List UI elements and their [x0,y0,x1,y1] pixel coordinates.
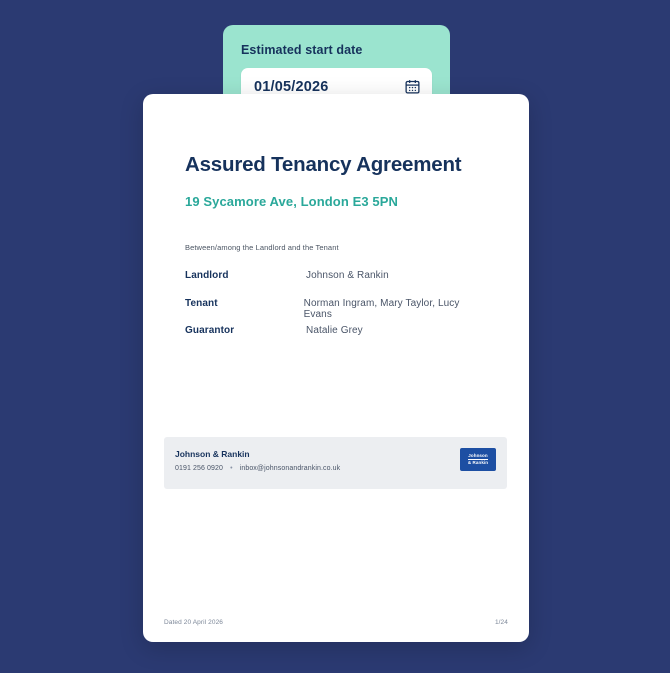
firm-email: inbox@johnsonandrankin.co.uk [239,465,341,472]
firm-phone: 0191 256 0920 [175,465,224,472]
firm-logo [460,448,496,471]
document-dated: Dated 20 April 2026 [164,619,223,626]
property-address: 19 Sycamore Ave, London E3 5PN [185,194,398,209]
firm-logo-text [468,453,488,466]
calendar-icon[interactable] [404,78,421,95]
party-value-landlord: Johnson & Rankin [306,270,389,281]
firm-footer-block [164,437,507,489]
party-row [185,325,487,336]
firm-logo-line1: Johnson [468,453,488,459]
party-label-landlord: Landlord [185,270,229,281]
firm-contact [175,465,340,472]
firm-name: Johnson & Rankin [175,449,250,459]
contact-separator: • [230,465,233,472]
party-value-tenant: Norman Ingram, Mary Taylor, Lucy Evans [303,298,460,320]
firm-logo-line2: & Rankin [467,460,489,466]
between-line: Between/among the Landlord and the Tenant [185,243,339,252]
party-label-guarantor: Guarantor [185,325,235,336]
estimated-start-date-label: Estimated start date [241,43,363,57]
page-number: 1/24 [494,619,508,626]
party-label-tenant: Tenant [185,298,218,309]
estimated-start-date-value: 01/05/2026 [254,78,329,95]
document-page[interactable] [143,94,529,642]
party-row [185,298,487,320]
party-value-guarantor: Natalie Grey [306,325,363,336]
page-title: Assured Tenancy Agreement [185,153,462,176]
document-content [185,94,487,642]
party-row [185,270,487,281]
